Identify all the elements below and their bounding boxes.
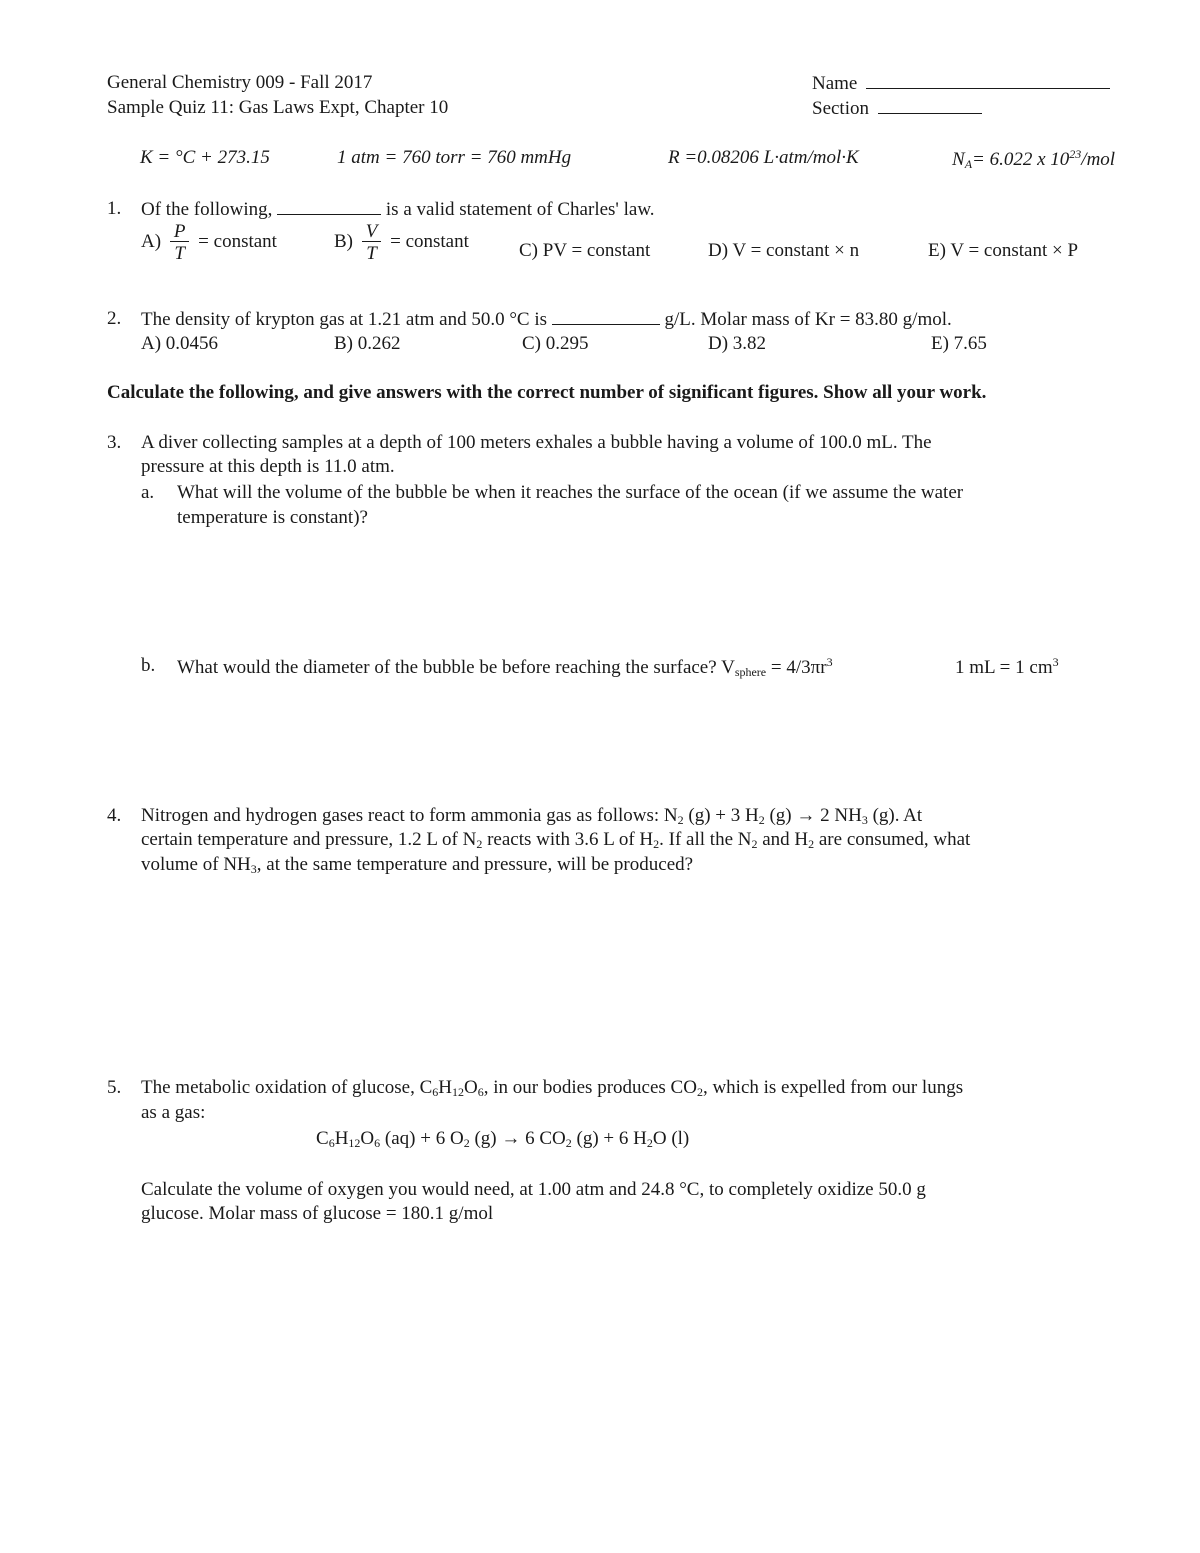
q1-option-e[interactable]: E) V = constant × P [928,240,1079,261]
q1-answer-blank[interactable] [277,198,381,215]
q1-option-c[interactable]: C) PV = constant [519,240,651,261]
q3-number: 3. [107,432,122,453]
quiz-title: Sample Quiz 11: Gas Laws Expt, Chapter 10 [107,97,449,118]
q1-option-b[interactable]: B) $\frac{V}{T}$ = constant [334,221,469,264]
q2-option-e[interactable]: E) 7.65 [931,333,987,354]
q4-line1: Nitrogen and hydrogen gases react to form ammonia gas as follows: $N_2$ (g) + 3 $H_2$ (g) → 2 $NH_3$ (g). At [141,805,923,827]
name-label: Name [812,73,858,94]
q2-option-c[interactable]: C) 0.295 [522,333,589,354]
q3a-label: a. [141,482,155,503]
gas-constant: R =0.08206 L·atm/mol·K [668,147,859,168]
q5-number: 5. [107,1077,122,1098]
reaction-arrow: → [796,805,816,826]
name-field[interactable] [812,72,1110,95]
q2-option-b[interactable]: B) 0.262 [334,333,401,354]
q5-line1: The metabolic oxidation of glucose, $C_6H_{12}O_6$, in our bodies produces $CO_2$, which is expelled from our lungs [141,1077,964,1099]
q2-answer-blank[interactable] [552,308,660,325]
section-blank[interactable] [878,97,982,114]
kelvin-conversion: K = °C + 273.15 [140,147,270,168]
q1-option-a[interactable]: A) $\frac{P}{T}$ = constant [141,221,277,264]
q2-text: The density of krypton gas at 1.21 atm and 50.0 °C is g/L. Molar mass of Kr = 83.80 g/mol. [141,309,952,330]
q2-number: 2. [107,308,122,329]
pressure-conversion: 1 atm = 760 torr = 760 mmHg [337,147,572,168]
q3a-line1: What will the volume of the bubble be when it reaches the surface of the ocean (if we assume the water [177,482,964,503]
q3b-conversion: 1 mL = 1 $cm^3$ [955,655,1059,678]
q1-b-fraction: $\frac{V}{T}$ [362,222,382,263]
q5-calc-line1: Calculate the volume of oxygen you would need, at 1.00 atm and 24.8 °C, to completely oxidize 50.0 g [141,1179,926,1200]
q3b-text: What would the diameter of the bubble be before reaching the surface? $V_{sphere} = 4/3\pi r^3$ [177,655,833,679]
q3-line2: pressure at this depth is 11.0 atm. [141,456,395,477]
q2-option-a[interactable]: A) 0.0456 [141,333,219,354]
glucose-oxidation-equation: $C_6H_{12}O_6$ (aq) + 6 $O_2$ (g) → 6 $CO_2$ (g) + 6 $H_2O$ (l) [316,1128,690,1150]
q3b-label: b. [141,655,156,676]
q4-line3: volume of $NH_3$, at the same temperature and pressure, will be produced? [141,854,694,876]
q1-text: Of the following, is a valid statement of Charles' law. [141,199,655,220]
q2-option-d[interactable]: D) 3.82 [708,333,767,354]
avogadro-constant: $N_A= 6.022$ x $10^{23}$/mol [952,147,1116,171]
q4-number: 4. [107,805,122,826]
q5-calc-line2: glucose. Molar mass of glucose = 180.1 g/mol [141,1203,494,1224]
q1-number: 1. [107,198,122,219]
q3a-line2: temperature is constant)? [177,507,368,528]
q1-a-fraction: $\frac{P}{T}$ [170,222,190,263]
instructions: Calculate the following, and give answers with the correct number of significant figures. Show all your work. [107,382,987,403]
course-title: General Chemistry 009 - Fall 2017 [107,72,373,93]
q1-option-d[interactable]: D) V = constant × n [708,240,860,261]
q4-line2: certain temperature and pressure, 1.2 L of $N_2$ reacts with 3.6 L of $H_2$. If all the $N_2$ and $H_2$ are consumed, what [141,829,971,851]
name-blank[interactable] [866,72,1110,89]
q3-line1: A diver collecting samples at a depth of 100 meters exhales a bubble having a volume of 100.0 mL. The [141,432,932,453]
section-label: Section [812,98,869,119]
section-field[interactable] [812,97,982,120]
q5-line2: as a gas: [141,1102,206,1123]
